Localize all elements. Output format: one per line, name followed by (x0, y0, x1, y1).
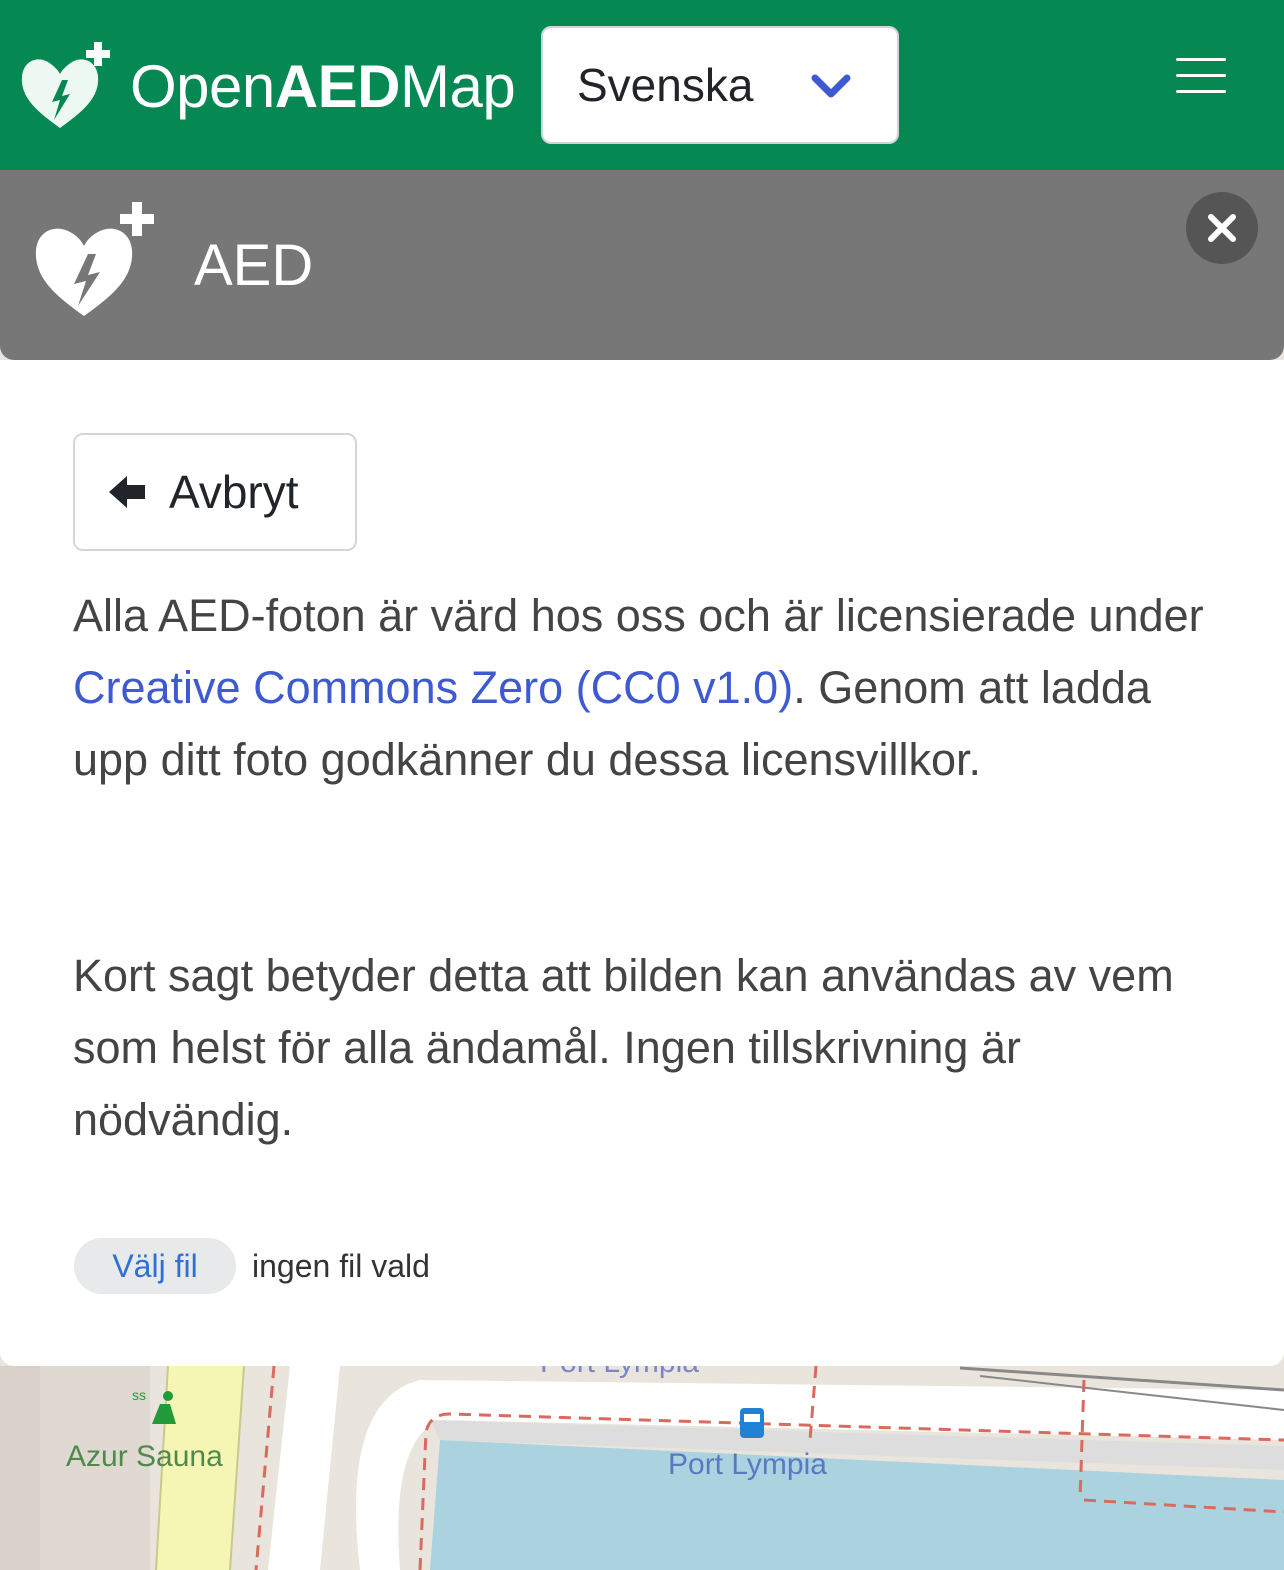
navbar (0, 0, 1284, 170)
brand-name: OpenAEDMap (130, 52, 516, 120)
choose-file-button[interactable]: Välj fil (74, 1238, 236, 1294)
aed-logo-icon (18, 36, 118, 136)
usage-paragraph: Kort sagt betyder detta att bilden kan användas av vem som helst för alla ändamål. Ingen tillskrivning är nödvändig. (73, 950, 1174, 1145)
cancel-button[interactable] (73, 433, 357, 551)
chevron-down-icon (811, 72, 851, 102)
close-icon (1206, 212, 1238, 244)
bus-stop-icon[interactable] (740, 1408, 764, 1438)
brand-link[interactable] (18, 36, 515, 136)
cancel-label: Avbryt (169, 466, 299, 518)
file-status: ingen fil vald (252, 1247, 430, 1284)
file-input[interactable] (74, 1238, 430, 1294)
sidebar-body (0, 360, 1284, 1366)
map-label-port-lympia: Port Lympia (668, 1448, 827, 1481)
aed-heart-icon (30, 198, 162, 322)
svg-text:ss: ss (132, 1387, 146, 1403)
license-paragraph: Alla AED-foton är värd hos oss och är licensierade under Creative Commons Zero (CC0 v1.0). Genom att ladda upp ditt foto godkänner du dessa licensvillkor. (73, 590, 1204, 785)
hamburger-icon[interactable] (1176, 58, 1232, 98)
language-select[interactable] (541, 26, 899, 144)
cc0-license-link[interactable]: Creative Commons Zero (CC0 v1.0) (73, 662, 794, 713)
language-selected: Svenska (577, 59, 754, 111)
arrow-left-icon (107, 474, 147, 510)
close-button[interactable] (1186, 192, 1258, 264)
map-label-azur-sauna: Azur Sauna (66, 1440, 223, 1473)
sidebar-header (0, 170, 1284, 360)
sidebar-title: AED (194, 233, 314, 298)
